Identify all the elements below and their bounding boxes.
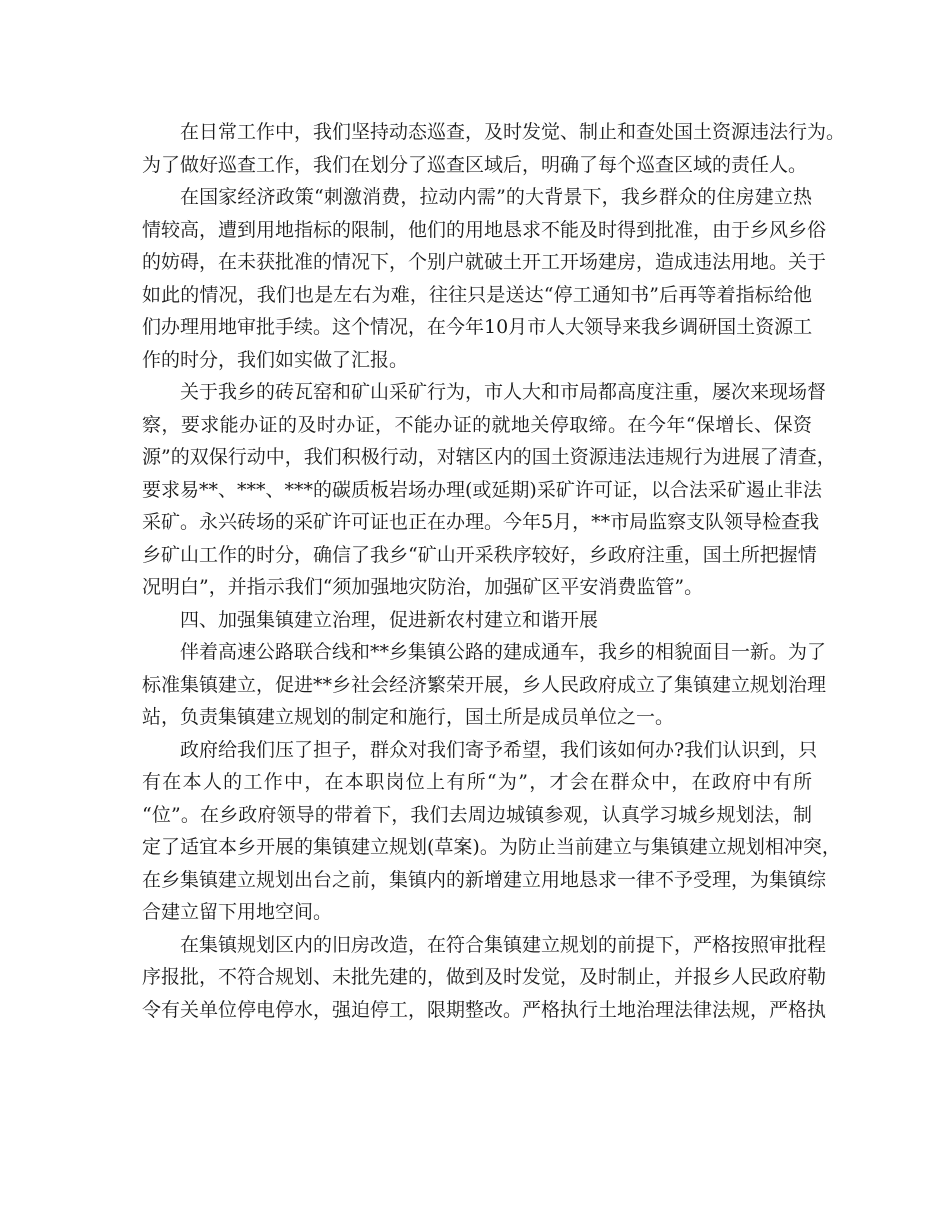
- text-line: 为了做好巡查工作，我们在划分了巡查区域后，明确了每个巡查区域的责任人。: [142, 153, 808, 176]
- text-line: 乡矿山工作的时分，确信了我乡“矿山开采秩序较好，乡政府注重，国土所把握情: [142, 543, 817, 566]
- text-line: 在日常工作中，我们坚持动态巡查，及时发觉、制止和查处国土资源违法行为。: [180, 121, 846, 143]
- text-line: 有在本人的工作中，在本职岗位上有所“为”，才会在群众中，在政府中有所: [142, 771, 812, 793]
- text-line: 标准集镇建立，促进**乡社会经济繁荣开展，乡人民政府成立了集镇建立规划治理: [142, 673, 827, 696]
- text-line: 伴着高速公路联合线和**乡集镇公路的建成通车，我乡的相貌面目一新。为了: [180, 641, 827, 663]
- text-line: 情较高，遭到用地指标的限制，他们的用地恳求不能及时得到批准，由于乡风乡俗: [142, 218, 827, 241]
- text-line: 在国家经济政策“刺激消费，拉动内需”的大背景下，我乡群众的住房建立热: [180, 186, 812, 208]
- text-line: 站，负责集镇建立规划的制定和施行，国土所是成员单位之一。: [142, 706, 675, 728]
- text-line: 关于我乡的砖瓦窑和矿山采矿行为，市人大和市局都高度注重，屡次来现场督: [180, 381, 827, 403]
- text-line: 要求易**、***、***的碳质板岩场办理(或延期)采矿许可证，以合法采矿遏止非法: [142, 478, 822, 501]
- section-heading: 四、加强集镇建立治理，促进新农村建立和谐开展: [180, 608, 599, 631]
- text-line: 定了适宜本乡开展的集镇建立规划(草案)。为防止当前建立与集镇建立规划相冲突，: [142, 836, 841, 858]
- text-line: 政府给我们压了担子，群众对我们寄予希望，我们该如何办?我们认识到，只: [180, 738, 818, 761]
- text-line: 在集镇规划区内的旧房改造，在符合集镇建立规划的前提下，严格按照审批程: [180, 933, 827, 956]
- text-line: 如此的情况，我们也是左右为难，往往只是送达“停工通知书”后再等着指标给他: [142, 283, 812, 306]
- text-line: 在乡集镇建立规划出台之前，集镇内的新增建立用地恳求一律不予受理，为集镇综: [142, 868, 827, 891]
- text-line: 们办理用地审批手续。这个情况，在今年10月市人大领导来我乡调研国土资源工: [142, 316, 813, 338]
- text-line: 令有关单位停电停水，强迫停工，限期整改。严格执行土地治理法律法规，严格执: [142, 998, 827, 1021]
- text-line: 察，要求能办证的及时办证，不能办证的就地关停取缔。在今年“保增长、保资: [142, 413, 812, 436]
- text-line: “位”。在乡政府领导的带着下，我们去周边城镇参观，认真学习城乡规划法，制: [142, 803, 812, 826]
- text-line: 源”的双保行动中，我们积极行动，对辖区内的国土资源违法违规行为进展了清查，: [142, 446, 836, 468]
- text-line: 合建立留下用地空间。: [142, 901, 333, 923]
- text-line: 况明白”，并指示我们“须加强地灾防治，加强矿区平安消费监管”。: [142, 576, 704, 598]
- text-line: 的妨碍，在未获批准的情况下，个别户就破土开工开场建房，造成违法用地。关于: [142, 251, 827, 273]
- document-body: [142, 116, 846, 1026]
- text-line: 作的时分，我们如实做了汇报。: [142, 348, 409, 371]
- text-line: 序报批，不符合规划、未批先建的，做到及时发觉，及时制止，并报乡人民政府勒: [142, 966, 827, 988]
- text-line: 采矿。永兴砖场的采矿许可证也正在办理。今年5月，**市局监察支队领导检查我: [142, 511, 820, 533]
